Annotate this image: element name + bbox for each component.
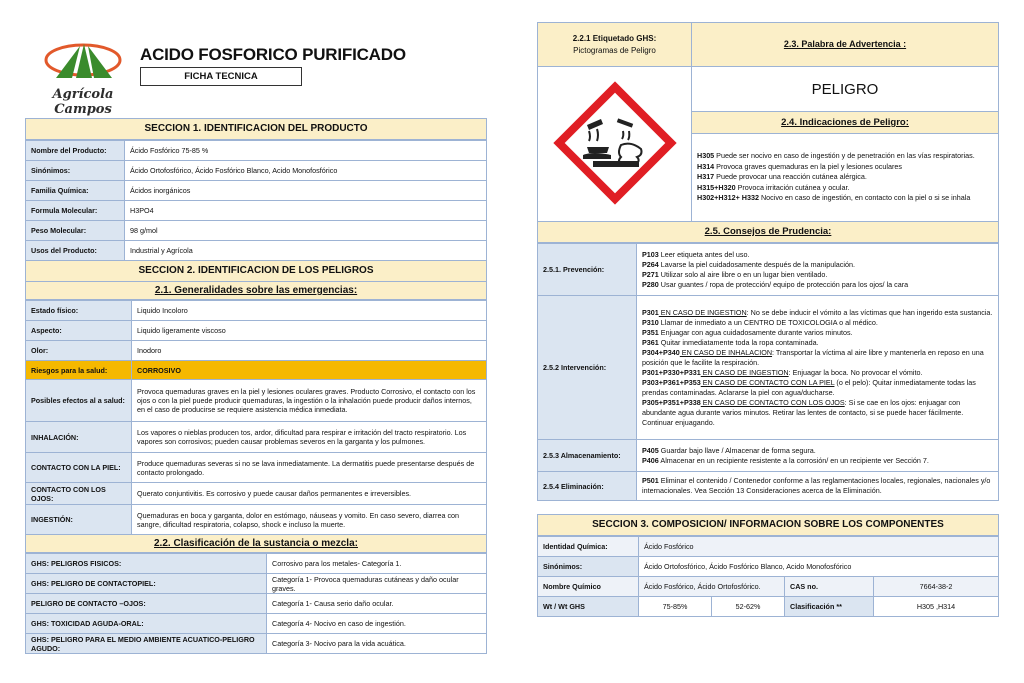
section3 [537,514,999,617]
table-row [538,296,999,440]
row-value: Los vapores o nieblas producen tos, ardor, dificultad para respirar e irritación del tracto respiratorio. Los vapores son corrosivos; pueden causar problemas severos en la garganta y los pulmones. [132,422,487,453]
classification-table [25,553,487,654]
p-condition: EN CASO DE INGESTION [658,307,747,317]
table-row [26,341,487,361]
row-value: Ácido Fosfórico 75-85 % [125,141,487,161]
row-value: Ácido Ortofosfórico, Ácido Fosfórico Blanco, Acido Monofosfórico [639,557,999,577]
ghs-table [537,22,999,222]
p-code: P406 [642,455,659,465]
list-item [642,250,993,260]
table-row [26,361,487,380]
pictogram-cell [538,67,692,222]
row-label: Formula Molecular: [26,201,125,221]
table-row [26,241,487,261]
table-row [26,141,487,161]
list-item [642,328,993,338]
row-value: Quemaduras en boca y garganta, dolor en estómago, náuseas y vomito. En caso severo, diarrea con sangre, dificultad respiratoria, colapso, shock e incluso la muerte. [132,505,487,535]
list-item [642,280,993,290]
row-label: 2.5.3 Almacenamiento: [538,440,637,472]
p-code: P501 [642,476,659,485]
table-row [26,634,487,654]
row-label: GHS: TOXICIDAD AGUDA-ORAL: [26,614,267,634]
row-value: Liquido ligeramente viscoso [132,321,487,341]
list-item [642,398,993,428]
table-row [26,483,487,505]
list-item [642,368,993,378]
section1-table [25,140,487,261]
list-item [642,338,993,348]
row-label: Identidad Química: [538,537,639,557]
row-value: Inodoro [132,341,487,361]
hazard-statements-list [692,134,999,222]
row-value: Liquido Incoloro [132,301,487,321]
p-code: P305+P351+P338 [642,397,701,407]
row-label: CONTACTO CON LOS OJOS: [26,483,132,505]
p-text: : Si se cae en los ojos: enjuagar con abundante agua durante varios minutos. Retirar las lentes de contacto, si se puede hacer fácilmente. Continuar enjuagando. [642,397,964,427]
row-value: Provoca quemaduras graves en la piel y lesiones oculares graves. Producto Corrosivo, el contacto con los ojos o con la piel puede producir quemaduras, la ingestión o la inhalación puede producir daños internos, en el caso de producirse se requiere asistencia médica inmediata. [132,380,487,422]
ghs-label-title: 2.2.1 Etiquetado GHS: [572,33,657,43]
section2-title: SECCION 2. IDENTIFICACION DE LOS PELIGROS [25,261,487,282]
table-row [26,221,487,241]
row-label: Usos del Producto: [26,241,125,261]
p-text: Llamar de inmediato a un CENTRO DE TOXICOLOGIA o al médico. [658,317,878,327]
row-value: Ácido Ortofosfórico, Ácido Fosfórico Blanco, Acido Monofosfórico [125,161,487,181]
class-label: Clasificación ** [785,597,874,617]
row-label: Sinónimos: [538,557,639,577]
row-label: PELIGRO DE CONTACTO –OJOS: [26,594,267,614]
p-code: P271 [642,269,659,279]
p-code: P304+P340 [642,347,680,357]
row-label: 2.5.4 Eliminación: [538,472,637,501]
list-item [642,318,993,328]
list-item [697,193,993,204]
row-label: Riesgos para la salud: [26,361,132,380]
table-row [26,453,487,483]
hazard-code: H314 [697,161,715,171]
ghs-label-sub: Pictogramas de Peligro [573,45,656,55]
p-condition: EN CASO DE CONTACTO CON LOS OJOS [700,397,845,407]
p-code: P351 [642,327,659,337]
document-subtitle-box: FICHA TECNICA [140,67,302,86]
row-value: Produce quemaduras severas si no se lava inmediatamente. La dermatitis puede presentarse después de contacto prolongado. [132,453,487,483]
table-row [538,472,999,501]
ghs-label-cell [538,23,692,67]
table-row [26,554,487,574]
row-label: 2.5.1. Prevención: [538,244,637,296]
row-value: Industrial y Agrícola [125,241,487,261]
row-label: CONTACTO CON LA PIEL: [26,453,132,483]
prudence-title: 2.5. Consejos de Prudencia: [537,222,999,243]
signal-word-title: 2.3. Palabra de Advertencia : [692,23,999,67]
hazard-code: H302+H312+ H332 [697,193,759,203]
row-label: Sinónimos: [26,161,125,181]
p-text: : Transportar la víctima al aire libre y mantenerla en reposo en una posición que le facilite la respiración. [642,347,984,367]
row-value: Corrosivo para los metales- Categoría 1. [267,554,487,574]
hazard-text: Provoca irritación cutánea y ocular. [735,182,850,192]
row-label: INGESTIÓN: [26,505,132,535]
intervention-list [637,296,999,440]
p-text: (o el pelo): Quitar inmediatamente todas las prendas contaminadas. Aclararse la piel con agua/ducharse. [642,377,976,397]
p-code: P280 [642,279,659,289]
cas-label: CAS no. [785,577,874,597]
hazard-code: H305 [697,151,715,161]
row-value: 98 g/mol [125,221,487,241]
p-code: P361 [642,337,659,347]
p-text: Almacenar en un recipiente resistente a la corrosión/ en un recipiente ver Sección 7. [658,455,929,465]
hazard-text: Puede provocar una reacción cutánea alérgica. [714,172,867,182]
p-text: Enjuagar con agua cuidadosamente durante varios minutos. [658,327,853,337]
row-label: Peso Molecular: [26,221,125,241]
wt-value-1: 75-85% [639,597,712,617]
list-item [697,162,993,173]
row-label: Familia Química: [26,181,125,201]
row-label: Wt / Wt GHS [538,597,639,617]
table-row [26,161,487,181]
table-row [26,574,487,594]
p-text: : Enjuagar la boca. No provocar el vómito. [788,367,923,377]
p-text: Guardar bajo llave / Almacenar de forma segura. [658,445,816,455]
table-row [538,67,999,112]
section2-subtitle-emergencies: 2.1. Generalidades sobre las emergencias: [25,282,487,300]
p-code: P301+P330+P331 [642,367,701,377]
section3-title: SECCION 3. COMPOSICION/ INFORMACION SOBRE LOS COMPONENTES [537,514,999,536]
p-code: P103 [642,249,659,259]
row-label: Posibles efectos al a salud: [26,380,132,422]
row-value: Ácido Fosfórico, Ácido Ortofosfórico. [639,577,785,597]
list-item [697,151,993,162]
table-row [538,537,999,557]
row-label: GHS: PELIGRO DE CONTACTOPIEL: [26,574,267,594]
p-code: P264 [642,259,659,269]
table-row [26,380,487,422]
logo-text: Agrícola Campos [52,87,114,117]
row-value: Ácidos inorgánicos [125,181,487,201]
prevention-list [637,244,999,296]
hazard-code: H315+H320 [697,182,736,192]
row-label: Olor: [26,341,132,361]
list-item [642,456,993,466]
row-value: H3PO4 [125,201,487,221]
p-text: Lavarse la piel cuidadosamente después de la manipulación. [658,259,855,269]
list-item [697,183,993,194]
p-condition: EN CASO DE INGESTION [700,367,789,377]
list-item [697,172,993,183]
row-label: INHALACIÓN: [26,422,132,453]
table-row [538,23,999,67]
logo-emblem-icon [38,40,128,84]
p-code: P301 [642,307,659,317]
hazard-value: CORROSIVO [132,361,487,380]
p-condition: EN CASO DE INHALACION [679,347,773,357]
table-row [26,181,487,201]
p-code: P405 [642,445,659,455]
section3-table [537,536,999,617]
cas-value: 7664-38-2 [874,577,999,597]
row-label: Aspecto: [26,321,132,341]
section2-table [25,300,487,535]
hazard-text: Provoca graves quemaduras en la piel y lesiones oculares [714,161,902,171]
hazard-text: Puede ser nocivo en caso de ingestión y de penetración en las vías respiratorias. [714,151,975,161]
list-item [642,348,993,368]
list-item [642,270,993,280]
hazard-text: Nocivo en caso de ingestión, en contacto con la piel o si se inhala [758,193,971,203]
p-text: Leer etiqueta antes del uso. [658,249,750,259]
hazard-code: H317 [697,172,715,182]
table-row [538,244,999,296]
hazard-statements-title: 2.4. Indicaciones de Peligro: [692,112,999,134]
table-row [26,505,487,535]
right-column [537,22,999,501]
table-row [538,557,999,577]
prudence-table [537,243,999,501]
table-row [26,321,487,341]
list-item [642,308,993,318]
table-row [26,422,487,453]
p-text: : No se debe inducir el vómito a las víctimas que han ingerido esta sustancia. [746,307,993,317]
disposal-list [637,472,999,501]
p-text: Quitar inmediatamente toda la ropa contaminada. [658,337,819,347]
p-text: Usar guantes / ropa de protección/ equipo de protección para los ojos/ la cara [658,279,909,289]
wt-value-2: 52-62% [712,597,785,617]
row-label: Nombre Químico [538,577,639,597]
row-label: GHS: PELIGROS FISICOS: [26,554,267,574]
list-item [642,378,993,398]
row-label: GHS: PELIGRO PARA EL MEDIO AMBIENTE ACUATICO-PELIGRO AGUDO: [26,634,267,654]
table-row [26,201,487,221]
row-label: Nombre del Producto: [26,141,125,161]
list-item [642,260,993,270]
row-label: 2.5.2 Intervención: [538,296,637,440]
row-value: Querato conjuntivitis. Es corrosivo y puede causar daños permanentes e irreversibles. [132,483,487,505]
corrosive-pictogram-icon [553,81,677,205]
table-row [538,577,999,597]
table-row [26,594,487,614]
p-code: P310 [642,317,659,327]
section2-subtitle-classification: 2.2. Clasificación de la sustancia o mezcla: [25,535,487,553]
row-value: Ácido Fosfórico [639,537,999,557]
row-value: Categoría 1- Causa serio daño ocular. [267,594,487,614]
storage-list [637,440,999,472]
table-row [26,614,487,634]
p-condition: EN CASO DE CONTACTO CON LA PIEL [700,377,835,387]
section1-title: SECCION 1. IDENTIFICACION DEL PRODUCTO [25,118,487,140]
left-column [25,118,487,654]
p-code: P303+P361+P353 [642,377,701,387]
document-title: ACIDO FOSFORICO PURIFICADO [140,45,406,64]
p-text: Eliminar el contenido / Contenedor conforme a las reglamentaciones locales, regionales, nacionales y/o internacionales. Vea Sección 13 Consideraciones acerca de la Eliminación. [642,476,991,495]
table-row [538,597,999,617]
class-value: H305 ,H314 [874,597,999,617]
row-value: Categoría 3- Nocivo para la vida acuática. [267,634,487,654]
list-item [642,446,993,456]
row-label: Estado físico: [26,301,132,321]
row-value: Categoría 4- Nocivo en caso de ingestión. [267,614,487,634]
company-logo [38,40,128,117]
table-row [26,301,487,321]
table-row [538,440,999,472]
signal-word: PELIGRO [692,67,999,112]
row-value: Categoría 1- Provoca quemaduras cutáneas y daño ocular graves. [267,574,487,594]
list-item [642,476,993,496]
p-text: Utilizar solo al aire libre o en un lugar bien ventilado. [658,269,828,279]
